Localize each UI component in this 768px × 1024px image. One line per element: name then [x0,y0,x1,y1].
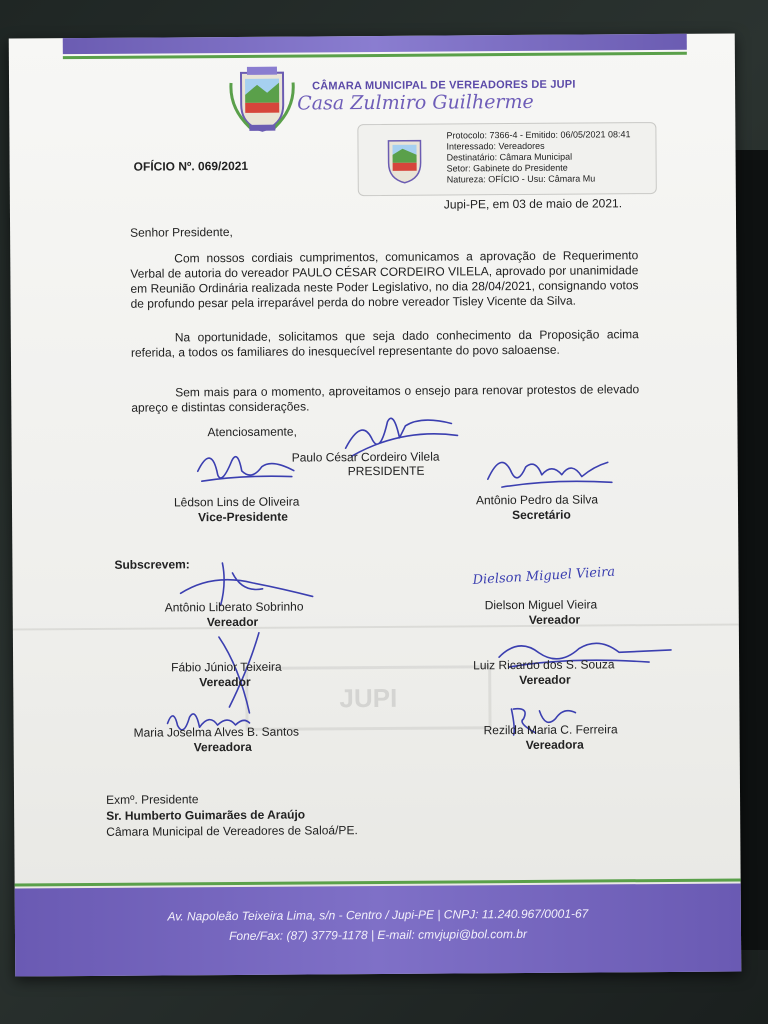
signatory-name-president: Paulo César Cordeiro Vilela [291,449,440,465]
header-band [63,34,687,54]
protocol-line: Setor: Gabinete do Presidente [446,162,568,174]
house-name: Casa Zulmiro Guilherme [297,90,534,115]
signatory-name-fabio: Fábio Júnior Teixeira [171,659,282,675]
handwritten-dielson: Dielson Miguel Vieira [472,564,616,589]
signatory-name-vice-president: Lêdson Lins de Oliveira [173,494,300,510]
protocol-line: Interessado: Vereadores [446,140,545,152]
signatory-name-luiz-ricardo: Luiz Ricardo dos S. Souza [473,657,615,673]
salutation: Senhor Presidente, [130,224,233,240]
paragraph-3-text: Sem mais para o momento, aproveitamos o ensejo para renovar protestos de elevado apreço e distintas considerações. [131,382,640,415]
addressee-block [106,790,358,840]
organization-name: CÂMARA MUNICIPAL DE VEREADORES DE JUPI [312,78,576,93]
signatory-role-antonio-liberato: Vereador [206,614,259,630]
protocol-lines [446,129,631,185]
signatory-role-president: PRESIDENTE [347,463,425,479]
paragraph-1-text: Com nossos cordiais cumprimentos, comunicamos a aprovação de Requerimento Verbal de autoria do vereador PAULO CÉSAR CORDEIRO VILELA, aprovado por unanimidade em Reunião Ordinária realizada neste Poder Legislativo, no dia 28/04/2021, consignando votos de profundo pesar pela irreparável perda do nobre vereador Tisley Vicente da Silva. [130,248,639,311]
protocol-line: Protocolo: 7366-4 - Emitido: 06/05/2021 08:41 [446,129,631,141]
subscribers-label: Subscrevem: [114,557,190,572]
addressee-title: Exmº. Presidente [106,792,199,807]
addressee-institution: Câmara Municipal de Vereadores de Saloá/PE. [106,823,358,839]
closing: Atenciosamente, [207,424,297,440]
signatory-name-secretary: Antônio Pedro da Silva [475,492,599,508]
signatory-name-antonio-liberato: Antônio Liberato Sobrinho [164,599,304,615]
protocol-line: Destinatário: Câmara Municipal [446,151,573,163]
signatory-role-rezilda: Vereadora [525,737,584,752]
signatory-role-secretary: Secretário [512,507,571,523]
watermark: JUPI [245,665,491,731]
place-date: Jupi-PE, em 03 de maio de 2021. [443,196,623,212]
paragraph-2-text: Na oportunidade, solicitamos que seja dado conhecimento da Proposição acima referida, a todos os familiares do inesquecível representante do povo saloaense. [130,327,639,360]
addressee-name: Sr. Humberto Guimarães de Araújo [106,807,306,823]
signatory-role-vice-president: Vice-Presidente [198,509,288,525]
signature-vice-president [192,441,302,492]
protocol-stamp [357,122,656,196]
footer-address: Av. Napoleão Teixeira Lima, s/n - Centro / Jupi-PE | CNPJ: 11.240.967/0001-67 [167,906,589,924]
paragraph-2 [131,327,639,361]
footer-contact: Fone/Fax: (87) 3779-1178 | E-mail: cmvjupi@bol.com.br [229,926,527,944]
signatory-name-dielson: Dielson Miguel Vieira [484,597,598,613]
footer-band [15,883,742,976]
signatory-role-dielson: Vereador [528,612,581,627]
signatory-name-rezilda: Rezilda Maria C. Ferreira [483,722,618,738]
signatory-name-maria-joselma: Maria Joselma Alves B. Santos [133,724,300,740]
mini-coat-of-arms-icon [382,135,426,185]
letter-paper [9,33,742,976]
signatory-role-maria-joselma: Vereadora [193,739,252,755]
signatory-role-luiz-ricardo: Vereador [519,672,571,687]
signature-secretary [482,438,622,499]
paragraph-1 [130,248,638,312]
letter-number: OFÍCIO Nº. 069/2021 [133,158,249,174]
signatory-role-fabio: Vereador [199,674,251,690]
coat-of-arms-icon [227,63,298,135]
protocol-line: Natureza: OFÍCIO - Usu: Câmara Mu [446,173,596,185]
